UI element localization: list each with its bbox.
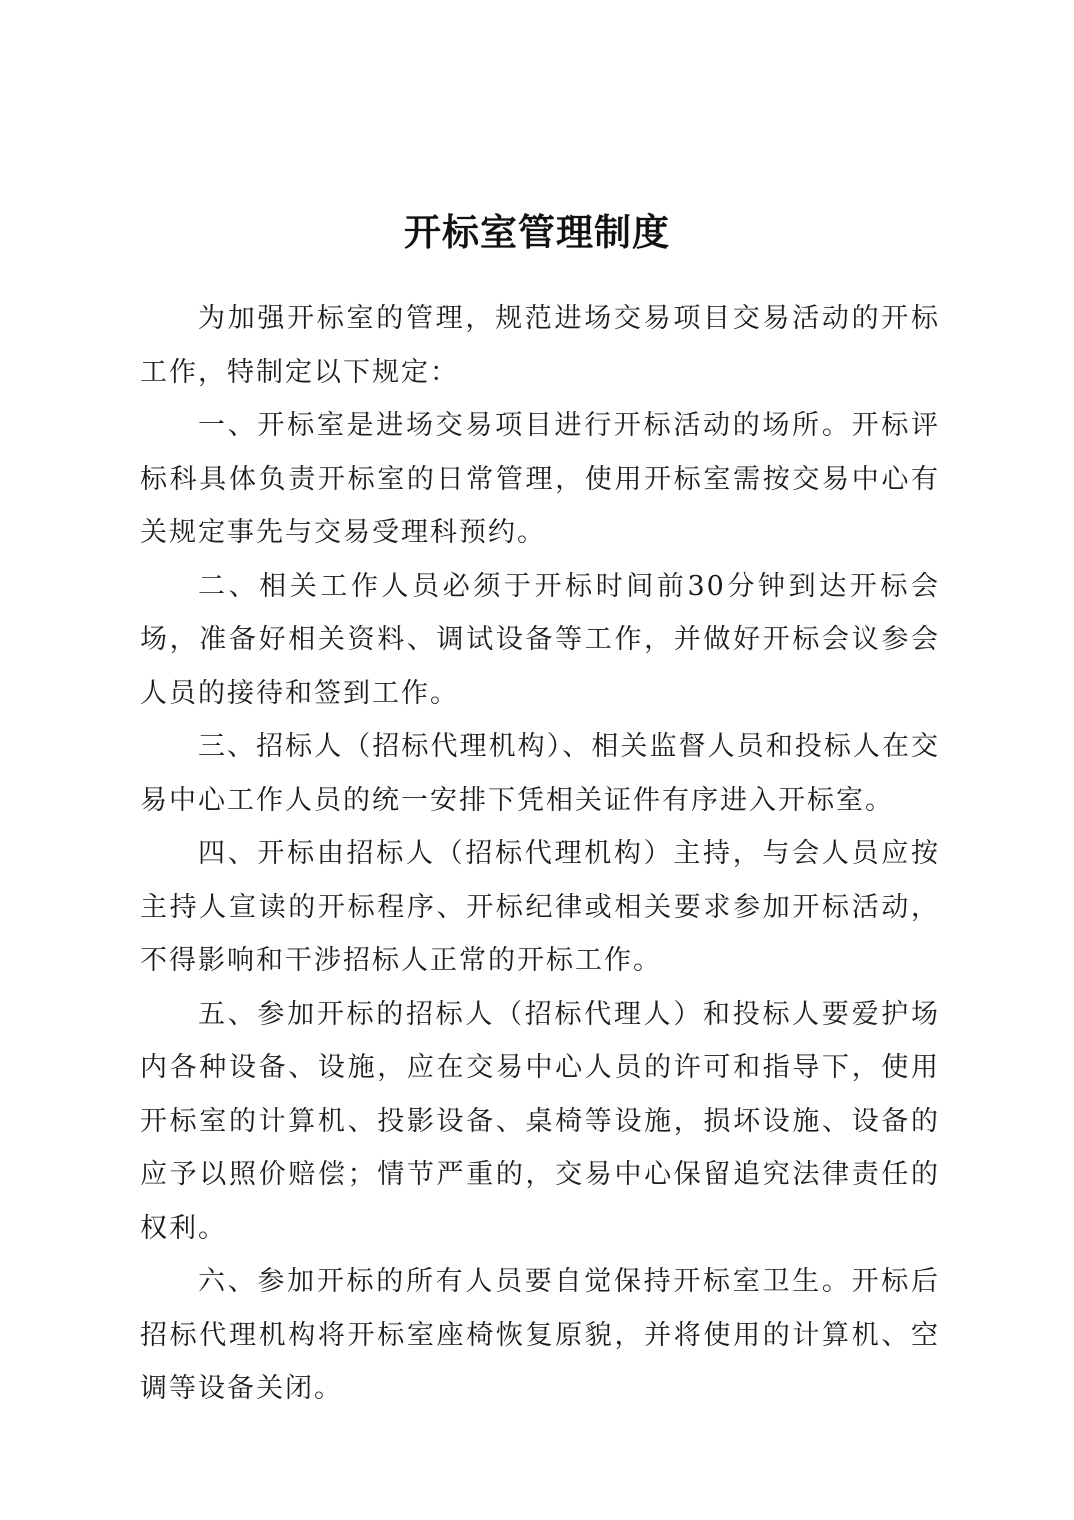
rule-paragraph-2: 二、相关工作人员必须于开标时间前30分钟到达开标会场，准备好相关资料、调试设备等工作，并做好开标会议参会人员的接待和签到工作。 <box>140 570 940 709</box>
document-body <box>140 292 940 1416</box>
rule-paragraph-5: 五、参加开标的招标人（招标代理人）和投标人要爱护场内各种设备、设施，应在交易中心人员的许可和指导下，使用开标室的计算机、投影设备、桌椅等设施，损坏设施、设备的应予以照价赔偿；情节严重的，交易中心保留追究法律责任的权利。 <box>140 998 940 1244</box>
rule-paragraph-4: 四、开标由招标人（招标代理机构）主持，与会人员应按主持人宣读的开标程序、开标纪律或相关要求参加开标活动，不得影响和干涉招标人正常的开标工作。 <box>140 838 940 976</box>
rule-paragraph-1: 一、开标室是进场交易项目进行开标活动的场所。开标评标科具体负责开标室的日常管理，使用开标室需按交易中心有关规定事先与交易受理科预约。 <box>140 410 940 548</box>
rule-paragraph-3: 三、招标人（招标代理机构）、相关监督人员和投标人在交易中心工作人员的统一安排下凭相关证件有序进入开标室。 <box>140 731 940 816</box>
rule-paragraph-6: 六、参加开标的所有人员要自觉保持开标室卫生。开标后招标代理机构将开标室座椅恢复原貌，并将使用的计算机、空调等设备关闭。 <box>140 1266 940 1404</box>
intro-paragraph: 为加强开标室的管理，规范进场交易项目交易活动的开标工作，特制定以下规定： <box>140 303 940 388</box>
document-title: 开标室管理制度 <box>404 210 670 254</box>
